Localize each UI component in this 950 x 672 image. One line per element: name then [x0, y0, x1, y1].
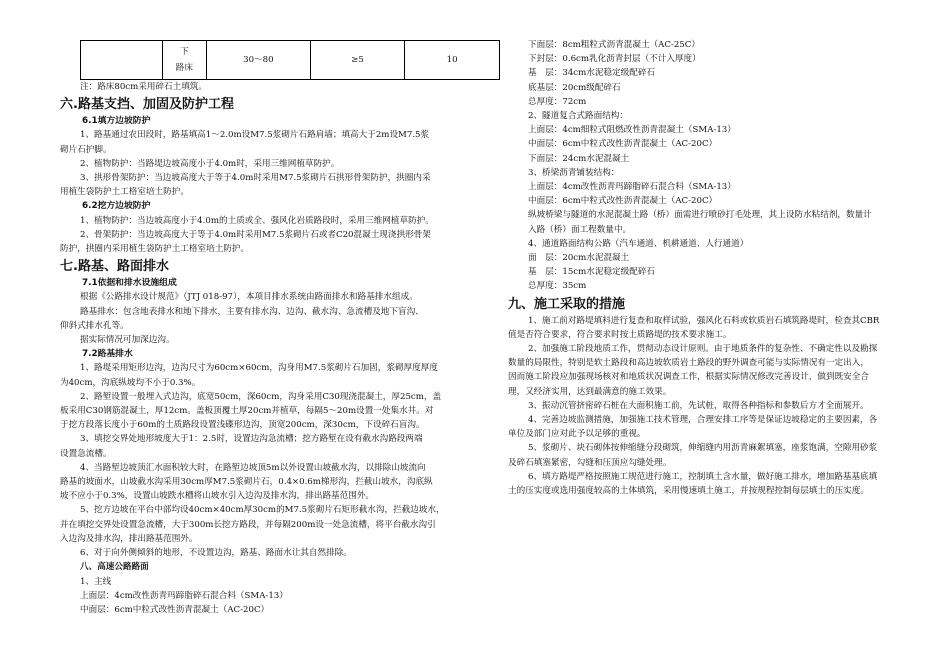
paragraph: 设置急流槽。: [60, 448, 112, 459]
paragraph: 为40cm，沟底纵坡均不小于0.3%。: [60, 377, 201, 388]
paragraph: 单位及部门应对此予以足够的重视。: [508, 429, 646, 440]
note: 注：路床80cm采用碎石土填筑。: [80, 82, 208, 92]
paragraph: 根据《公路排水设计规范》（JTJ 018-97），本项目排水系统由路面排水和路基排水组成。: [80, 292, 418, 303]
paragraph: 土的压实度或选用强度较高的土体填筑，采用慢速填土施工，并按规程控制每层填土的压实度。: [508, 486, 869, 497]
paragraph: 4、通道路面结构公路（汽车通道、机耕通道、人行通道）: [528, 238, 749, 249]
paragraph: 面 层：20cm水泥混凝土: [528, 253, 630, 264]
paragraph: 防护，拱圈内采用植生袋防护土工格室培土防护。: [60, 244, 250, 255]
paragraph: 5、浆砌片、块石砌体按伸缩缝分段砌筑，伸缩缝内用沥青麻絮填塞，座浆饱满，空隙用砂浆: [528, 443, 878, 454]
section-6-title: 六.路基支挡、加固及防护工程: [60, 97, 234, 113]
right-column: [508, 38, 918, 498]
paragraph: 坡不应小于0.3%，设置山坡跌水槽将山坡水引入边沟及排水沟，排出路基范围外。: [60, 491, 375, 502]
paragraph: 据实际情况可加深边沟。: [80, 335, 175, 346]
paragraph: 下封层：0.6cm乳化沥青封层（不计入厚度）: [528, 54, 701, 65]
subsection-6-2: 6.2挖方边坡防护: [82, 201, 151, 212]
paragraph: 中面层：6cm中粒式改性沥青混凝土（AC-20C）: [80, 604, 270, 615]
paragraph: 砌片石护脚。: [60, 144, 112, 155]
paragraph: 3、振动沉管挤密碎石桩在大面积施工前，先试桩，取得各种指标和参数后方才全面展开。: [528, 400, 869, 411]
paragraph: 1、施工前对路堤填料进行复查和取样试验，强风化石料或软质岩石填筑路堤时，检查其CBR: [528, 315, 880, 326]
table-cell: ≥5: [310, 41, 405, 80]
paragraph: 4、完善边坡监测措施，加强施工技术管理，合理安排工序等是保证边坡稳定的主要因素，各: [528, 415, 878, 426]
left-column: [60, 0, 500, 617]
paragraph: 2、加强施工阶段地质工作，贯彻动态设计原则。由于地质条件的复杂性、不确定性以及勘探: [528, 344, 878, 355]
paragraph: 数量的局限性，特别是软土路段和高边坡软质岩土路段的野外调查可能与实际情况有一定出入，: [508, 358, 869, 369]
section-9-title: 九、施工采取的措施: [508, 296, 626, 312]
paragraph: 2、隧道复合式路面结构：: [528, 111, 628, 122]
section-7-title: 七.路基、路面排水: [60, 259, 169, 275]
roadbed-table: [80, 40, 500, 80]
paragraph: 并在填挖交界处设置急流槽，大于300m长挖方路段，并每隔200m设一处急流槽，将平台截水沟引: [60, 519, 436, 530]
paragraph: 6、填方路堤严格按照施工规范进行施工，控制填土含水量，做好施工排水，增加路基基底填: [528, 471, 878, 482]
paragraph: 仰斜式排水孔等。: [60, 320, 129, 331]
paragraph: 3、桥梁沥青铺装结构：: [528, 167, 620, 178]
paragraph: 上面层：4cm改性沥青玛蹄脂碎石混合料（SMA-13）: [80, 590, 288, 601]
paragraph: 4、当路堑边坡顶汇水面积较大时，在路堑边坡顶5m以外设置山坡截水沟，以排除山坡流向: [80, 462, 426, 473]
table-row: [81, 41, 500, 80]
paragraph: 用植生袋防护土工格室培土防护。: [60, 187, 189, 198]
paragraph: 上面层：4cm改性沥青玛蹄脂碎石混合料（SMA-13）: [528, 182, 736, 193]
paragraph: 3、填挖交界处地形坡度大于1：2.5时，设置边沟急流槽；挖方路堑在设有截水沟路段两端: [80, 434, 423, 445]
paragraph: 1、主线: [80, 576, 112, 587]
paragraph: 板采用C30钢筋混凝土，厚12cm。盖板顶覆土厚20cm并植草，每隔5～20m设置一处集水井。对: [60, 406, 434, 417]
paragraph: 中面层：6cm中粒式改性沥青混凝土（AC-20C）: [528, 196, 718, 207]
table-cell: 10: [405, 41, 500, 80]
paragraph: 纵坡桥梁与隧道的水泥混凝土路（桥）面需进行喷砂打毛处理，其上设防水粘结剂，数量计: [528, 210, 872, 221]
paragraph: 值是否符合要求，符合要求时按土质路堤的技术要求施工。: [508, 329, 732, 340]
paragraph: 1、路基通过农田段时，路基填高1～2.0m设M7.5浆砌片石路肩墙；填高大于2m设M7.5浆: [80, 130, 430, 141]
paragraph: 1、植物防护：当边坡高度小于4.0m的土质或全、强风化岩质路段时，采用三维网植草防护。: [80, 215, 434, 226]
paragraph: 入边沟及排水沟，排出路基范围外。: [60, 533, 198, 544]
paragraph: 6、对于向外侧倾斜的地形，不设置边沟，路基、路面水让其自然排除。: [80, 548, 352, 559]
subsection-7-2: 7.2路基排水: [82, 349, 133, 360]
paragraph: 路基的坡面水，山坡截水沟采用30cm厚M7.5浆砌片石，0.4×0.6m梯形沟，拦截山坡水，沟底纵: [60, 477, 433, 488]
paragraph: 底基层：20cm级配碎石: [528, 82, 621, 93]
paragraph: 3、拱形骨架防护：当边坡高度大于等于4.0m时采用M7.5浆砌片石拱形骨架防护，拱圈内采: [80, 173, 431, 184]
paragraph: 2、骨架防护：当边坡高度大于等于4.0m时采用M7.5浆砌片石或者C20混凝土现浇拱形骨架: [80, 229, 431, 240]
paragraph: 总厚度：72cm: [528, 96, 587, 107]
paragraph: 5、挖方边坡在平台中部均设40cm×40cm厚30cm的M7.5浆砌片石矩形截水沟，拦截边坡水，: [80, 505, 445, 516]
paragraph: 中面层：6cm中粒式改性沥青混凝土（AC-20C）: [528, 139, 718, 150]
table-cell: 30～80: [207, 41, 311, 80]
subsection-6-1: 6.1填方边坡防护: [82, 116, 151, 127]
table-cell: [81, 41, 163, 80]
paragraph: 于挖方段落长度小于60m的土质路段设置浅碟形边沟，顶宽200cm，深30cm，下设碎石盲沟。: [60, 420, 425, 431]
table-cell: 下 路床: [162, 41, 206, 80]
paragraph: 路基排水：包含地表排水和地下排水，主要有排水沟、边沟、截水沟、急流槽及地下盲沟、: [80, 306, 424, 317]
paragraph: 下面层：8cm粗粒式沥青混凝土（AC-25C）: [528, 40, 700, 50]
paragraph: 总厚度：35cm: [528, 281, 587, 292]
paragraph: 基 层：15cm水泥稳定级配碎石: [528, 267, 656, 278]
paragraph: 2、路堑设置一般埋入式边沟，底宽50cm，深60cm，沟身采用C30现浇混凝土，厚25cm，盖: [80, 391, 442, 402]
paragraph: 入路（桥）面工程数量中。: [528, 224, 632, 235]
paragraph: 下面层：24cm水泥混凝土: [528, 153, 630, 164]
paragraph: 上面层：4cm细粒式阻燃改性沥青混凝土（SMA-13）: [528, 125, 736, 136]
subsection-7-1: 7.1依据和排水设施组成: [82, 278, 177, 289]
section-8-title: 八、高速公路路面: [80, 562, 149, 573]
paragraph: 1、路堤采用矩形边沟，边沟尺寸为60cm×60cm，沟身用M7.5浆砌片石加固，浆砌厚度厚度: [80, 363, 438, 374]
paragraph: 及碎石填塞紧密，勾缝和压顶应勾缝处理。: [508, 457, 672, 468]
paragraph: 2、植物防护：当路堤边坡高度小于4.0m时，采用三维网植草防护。: [80, 158, 340, 169]
paragraph: 因而施工阶段应加强现场核对和地质状况调查工作，根据实际情况修改完善设计，做到既安全合: [508, 372, 869, 383]
paragraph: 理，又经济实用，达到最满意的施工效果。: [508, 386, 672, 397]
paragraph: 基 层：34cm水泥稳定级配碎石: [528, 68, 656, 79]
